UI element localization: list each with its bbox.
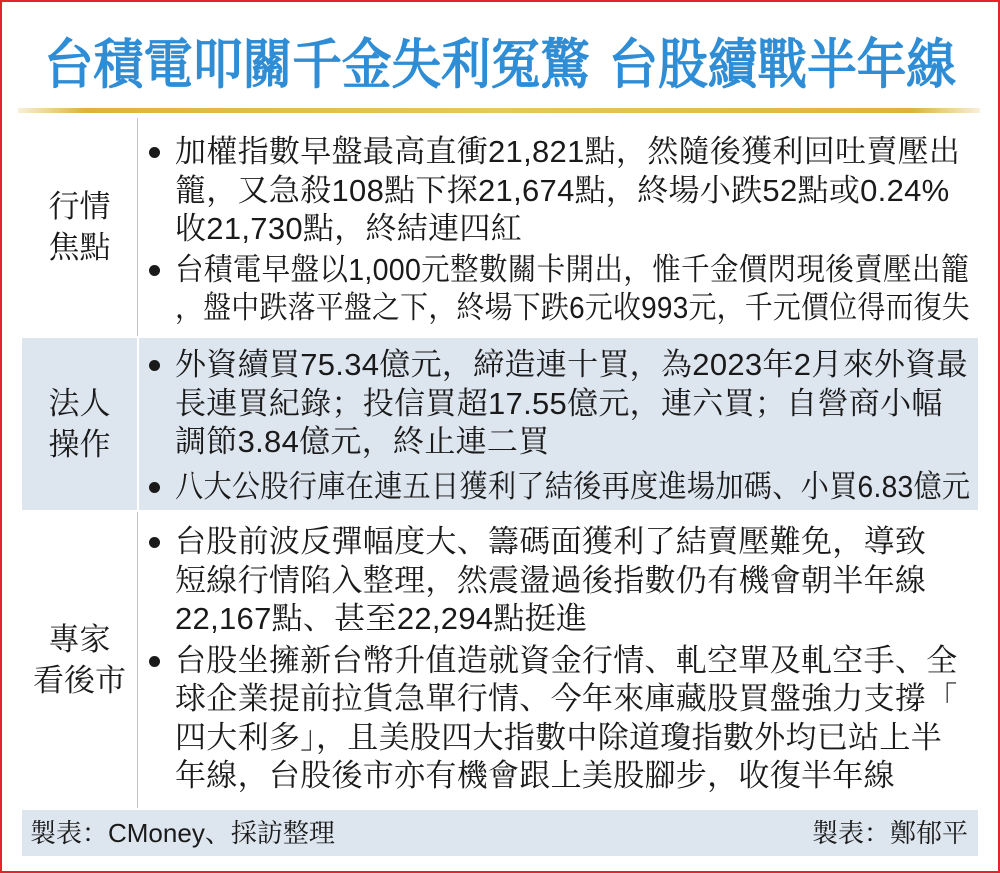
row-label-line: 法人 (48, 386, 111, 421)
column-divider (137, 338, 139, 510)
bullet-item (149, 346, 1000, 462)
bullet-line: ，盤中跌落平盤之下，終場下跌6元收993元，千元價位得而復失 (175, 290, 970, 325)
headline-text (44, 37, 956, 93)
bullet-dot (149, 360, 160, 371)
headline-main: 台積電叩關千金失利冤驚 (43, 35, 591, 95)
row-label (22, 619, 137, 701)
row-outlook (22, 512, 978, 808)
row-content (149, 523, 958, 796)
bullet-line: 台股前波反彈幅度大、籌碼面獲利了結賣壓難免，導致 (175, 524, 927, 559)
bullet-line: 八大公股行庫在連五日獲利了結後再度進場加碼、小買6.83億元 (175, 468, 971, 504)
bullet-line: 籠，又急殺108點下探21,674點，終場小跌52點或0.24% (175, 172, 950, 208)
bullet-line: 22,167點、甚至22,294點挺進 (175, 601, 588, 636)
column-divider (137, 118, 138, 336)
bullet-line: 收21,730點，終結連四紅 (175, 211, 523, 246)
row-label (22, 383, 137, 465)
bullet-line: 外資續買75.34億元，締造連十買，為2023年2月來外資最 (175, 347, 968, 382)
bullet-line: 加權指數早盤最高直衝21,821點，然隨後獲利回吐賣壓出 (175, 134, 961, 169)
bullet-line: 長連買紀錄；投信買超17.55億元，連六買；自營商小幅 (175, 385, 943, 421)
row-label-line: 看後市 (33, 663, 126, 698)
bullet-item (149, 251, 1000, 328)
row-label (22, 186, 137, 268)
bullet-dot (149, 265, 160, 276)
bullet-line: 調節3.84億元，終止連二買 (175, 424, 550, 459)
bullet-item (149, 642, 958, 796)
row-content (149, 346, 1000, 506)
bullet-dot (149, 147, 160, 158)
row-label-line: 行情 (48, 189, 111, 224)
bullet-item (149, 133, 1000, 249)
bullet-line: 台積電早盤以1,000元整數關卡開出，惟千金價閃現後賣壓出籠 (175, 251, 970, 287)
column-divider (137, 512, 138, 808)
bullet-item (149, 523, 958, 639)
row-content (149, 133, 1000, 328)
source-note: 製表：CMoney、採訪整理 (30, 818, 335, 848)
title-underline (18, 108, 980, 113)
bullet-dot (149, 656, 160, 667)
bullet-dot (149, 482, 160, 493)
bullet-line: 短線行情陷入整理，然震盪過後指數仍有機會朝半年線 (175, 562, 927, 598)
bullet-line: 台股坐擁新台幣升值造就資金行情、軋空單及軋空手、全 (175, 642, 958, 678)
bullet-item (149, 468, 1000, 507)
bullet-line: 球企業提前拉貨急單行情、今年來庫藏股買盤強力支撐「 (175, 681, 958, 716)
headline-sub: 台股續戰半年線 (608, 35, 957, 95)
headline (0, 37, 1000, 93)
row-label-line: 專家 (48, 622, 111, 657)
bullet-dot (149, 537, 160, 548)
bullet-line: 年線，台股後市亦有機會跟上美股腳步，收復半年線 (175, 758, 895, 793)
credit-note: 製表：鄭郁平 (811, 818, 968, 848)
footer-bar (22, 810, 978, 856)
row-institutional (22, 338, 978, 510)
row-label-line: 操作 (48, 427, 111, 462)
row-label-line: 焦點 (48, 230, 111, 265)
bullet-line: 四大利多」，且美股四大指數中除道瓊指數外均已站上半 (175, 719, 942, 755)
row-market-focus (22, 118, 978, 336)
